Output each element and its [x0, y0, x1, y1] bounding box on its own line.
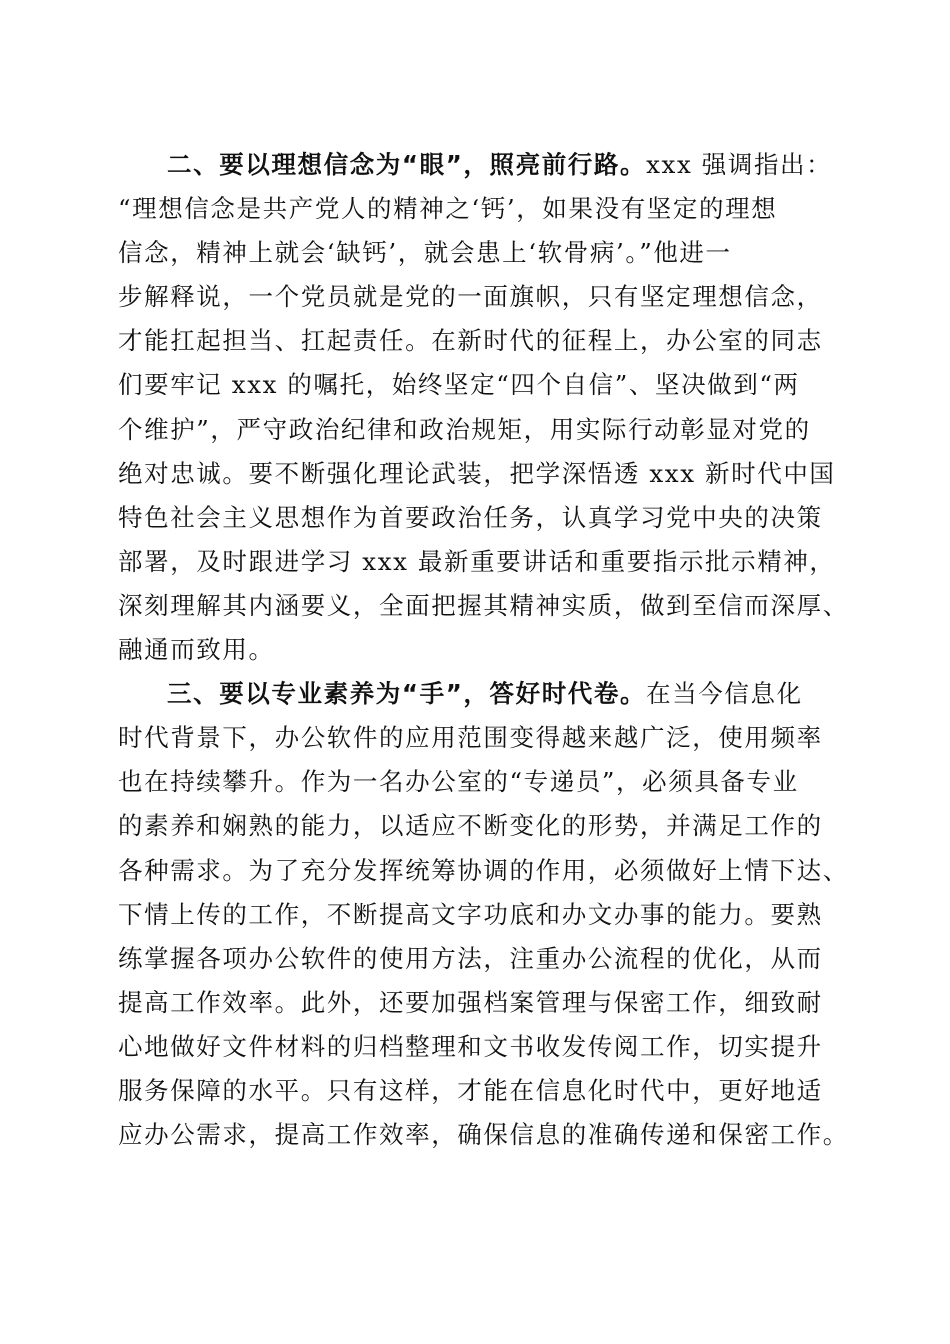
paragraph-line: 提高工作效率。此外，还要加强档案管理与保密工作，细致耐	[118, 987, 823, 1017]
paragraph-line: 们要牢记 xxx 的嘱托，始终坚定“四个自信”、坚决做到“两	[118, 370, 800, 400]
paragraph-line: 各种需求。为了充分发挥统筹协调的作用，必须做好上情下达、	[118, 855, 849, 885]
paragraph-line: 服务保障的水平。只有这样，才能在信息化时代中，更好地适	[118, 1075, 823, 1105]
paragraph-line: 下情上传的工作，不断提高文字功底和办文办事的能力。要熟	[118, 899, 823, 929]
paragraph-line: 练掌握各项办公软件的使用方法，注重办公流程的优化，从而	[118, 943, 823, 973]
paragraph-line	[118, 143, 838, 187]
paragraph-line: 也在持续攀升。作为一名办公室的“专递员”，必须具备专业	[118, 767, 799, 797]
paragraph-line: 融通而致用。	[118, 635, 275, 665]
paragraph-section-2	[118, 143, 849, 672]
paragraph-line: 的素养和娴熟的能力，以适应不断变化的形势，并满足工作的	[118, 811, 823, 841]
paragraph-line: 心地做好文件材料的归档整理和文书收发传阅工作，切实提升	[118, 1031, 823, 1061]
paragraph-line: 个维护”，严守政治纪律和政治规矩，用实际行动彰显对党的	[118, 414, 811, 444]
section-3-heading: 三、要以专业素养为“手”，答好时代卷。	[167, 679, 647, 709]
paragraph-line: 应办公需求，提高工作效率，确保信息的准确传递和保密工作。	[118, 1120, 849, 1150]
paragraph-line: 特色社会主义思想作为首要政治任务，认真学习党中央的决策	[118, 502, 823, 532]
paragraph-line: 深刻理解其内涵要义，全面把握其精神实质，做到至信而深厚、	[118, 590, 849, 620]
paragraph-line: 信念，精神上就会‘缺钙’，就会患上‘软骨病’。”他进一	[118, 238, 732, 268]
paragraph-line: 部署，及时跟进学习 xxx 最新重要讲话和重要指示批示精神，	[118, 546, 836, 576]
paragraph-text: 在当今信息化	[646, 679, 803, 709]
paragraph-line: 绝对忠诚。要不断强化理论武装，把学深悟透 xxx 新时代中国	[118, 458, 836, 488]
paragraph-line: “理想信念是共产党人的精神之‘钙’，如果没有坚定的理想	[118, 194, 778, 224]
paragraph-line	[118, 672, 838, 716]
paragraph-line: 才能扛起担当、扛起责任。在新时代的征程上，办公室的同志	[118, 326, 823, 356]
paragraph-text: xxx 强调指出：	[646, 150, 833, 179]
document-body	[118, 143, 849, 1157]
paragraph-line: 步解释说，一个党员就是党的一面旗帜，只有坚定理想信念，	[118, 282, 823, 312]
paragraph-line: 时代背景下，办公软件的应用范围变得越来越广泛，使用频率	[118, 723, 823, 753]
section-2-heading: 二、要以理想信念为“眼”，照亮前行路。	[167, 150, 647, 179]
paragraph-section-3	[118, 672, 849, 1157]
